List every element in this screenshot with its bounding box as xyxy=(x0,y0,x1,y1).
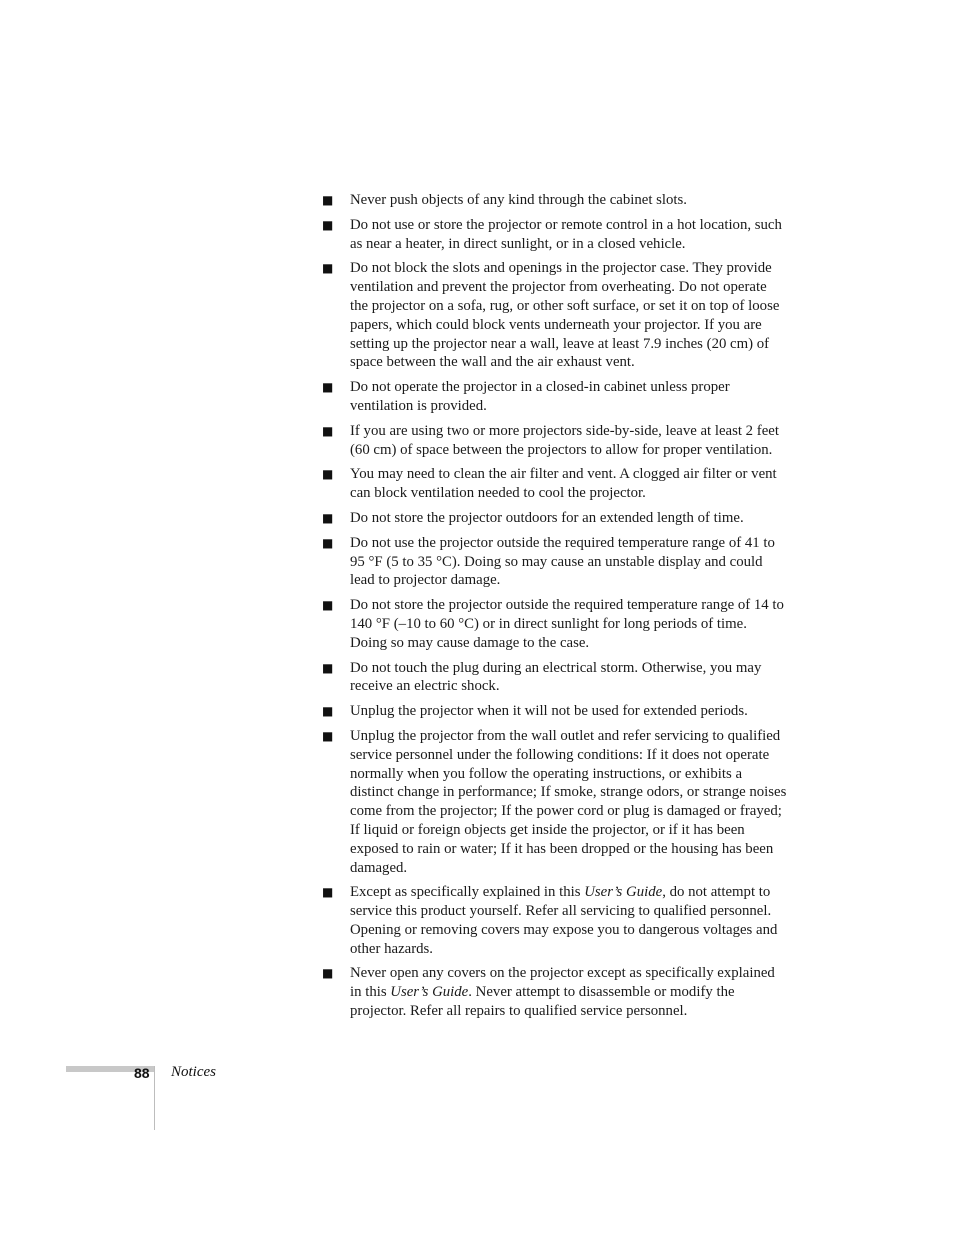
list-item-text xyxy=(350,191,787,210)
footer-divider xyxy=(154,1066,155,1130)
text-segment: Do not store the projector outdoors for an extended length of time. xyxy=(350,509,744,526)
square-bullet-icon: ■ xyxy=(322,261,334,276)
list-item xyxy=(322,216,787,254)
list-item xyxy=(322,422,787,460)
list-item xyxy=(322,259,787,372)
list-item xyxy=(322,659,787,697)
list-item-text xyxy=(350,422,787,460)
text-segment: Do not block the slots and openings in the projector case. They provide ventilation and prevent the projector from overheating. Do not operate the projector on a sofa, rug, or other soft surface, or set it on top of loose papers, which could block vents underneath your projector. If you are setting up the projector near a wall, leave at least 7.9 inches (20 cm) of space between the wall and the air exhaust vent. xyxy=(350,260,780,371)
square-bullet-icon: ■ xyxy=(322,423,334,438)
square-bullet-icon: ■ xyxy=(322,598,334,613)
guide-title: User’s Guide xyxy=(584,884,663,901)
square-bullet-icon: ■ xyxy=(322,193,334,207)
list-item xyxy=(322,534,787,590)
text-segment: Never open any covers on the projector except as specifically explained in this xyxy=(350,965,775,1001)
list-item xyxy=(322,378,787,416)
text-segment: Do not touch the plug during an electrical storm. Otherwise, you may receive an electric shock. xyxy=(350,659,762,695)
safety-instructions-list xyxy=(322,191,787,1027)
list-item xyxy=(322,596,787,652)
square-bullet-icon: ■ xyxy=(322,467,334,482)
square-bullet-icon: ■ xyxy=(322,380,334,395)
square-bullet-icon: ■ xyxy=(322,966,334,981)
text-segment: . Never attempt to disassemble or modify the projector. Refer all repairs to qualified service personnel. xyxy=(350,984,735,1020)
text-segment: Unplug the projector when it will not be used for extended periods. xyxy=(350,703,748,720)
square-bullet-icon: ■ xyxy=(322,885,334,900)
text-segment: Do not store the projector outside the required temperature range of 14 to 140 °F (–10 to 60 °C) or in direct sunlight for long periods of time. Doing so may cause damage to the case. xyxy=(350,597,784,651)
list-item-text xyxy=(350,964,787,1020)
list-item-text xyxy=(350,883,787,958)
list-item-text xyxy=(350,596,787,652)
list-item xyxy=(322,883,787,958)
list-item xyxy=(322,509,787,528)
page-number: 88 xyxy=(134,1065,150,1081)
text-segment: Do not use the projector outside the required temperature range of 41 to 95 °F (5 to 35 °C). Doing so may cause an unstable display and could lead to projector damage. xyxy=(350,534,775,589)
list-item xyxy=(322,964,787,1020)
text-segment: You may need to clean the air filter and vent. A clogged air filter or vent can block ventilation needed to cool the projector. xyxy=(350,466,777,502)
list-item-text xyxy=(350,509,787,528)
list-item-text xyxy=(350,259,787,372)
list-item-text xyxy=(350,378,787,416)
square-bullet-icon: ■ xyxy=(322,217,334,232)
list-item-text xyxy=(350,659,787,697)
list-item xyxy=(322,702,787,721)
square-bullet-icon: ■ xyxy=(322,535,334,550)
guide-title: User’s Guide xyxy=(390,984,469,1001)
text-segment: If you are using two or more projectors side-by-side, leave at least 2 feet (60 cm) of space between the projectors to allow for proper ventilation. xyxy=(350,422,779,458)
list-item-text xyxy=(350,534,787,590)
list-item xyxy=(322,727,787,877)
square-bullet-icon: ■ xyxy=(322,660,334,675)
list-item-text xyxy=(350,465,787,503)
square-bullet-icon: ■ xyxy=(322,510,334,525)
text-segment: Unplug the projector from the wall outlet and refer servicing to qualified service personnel under the following conditions: If it does not operate normally when you follow the operating instructions, or exhibits a distinct change in performance; If smoke, strange odors, or strange noises come from the projector; If the power cord or plug is damaged or frayed; If liquid or foreign objects get inside the projector, or if it has been exposed to rain or water; If it has been dropped or the housing has been damaged. xyxy=(350,727,787,876)
list-item xyxy=(322,191,787,210)
section-name: Notices xyxy=(171,1064,216,1080)
list-item-text xyxy=(350,702,787,721)
list-item-text xyxy=(350,216,787,254)
text-segment: Never push objects of any kind through the cabinet slots. xyxy=(350,192,687,208)
text-segment: Do not operate the projector in a closed-in cabinet unless proper ventilation is provided. xyxy=(350,379,730,414)
square-bullet-icon: ■ xyxy=(322,728,334,743)
list-item-text xyxy=(350,727,787,877)
text-segment: Except as specifically explained in this xyxy=(350,884,585,901)
list-item xyxy=(322,465,787,503)
text-segment: Do not use or store the projector or remote control in a hot location, such as near a heater, in direct sunlight, or in a closed vehicle. xyxy=(350,216,782,252)
text-segment: , do not attempt to service this product yourself. Refer all servicing to qualified personnel. Opening or removing covers may expose you to dangerous voltages and other hazards. xyxy=(350,884,778,957)
square-bullet-icon: ■ xyxy=(322,704,334,719)
